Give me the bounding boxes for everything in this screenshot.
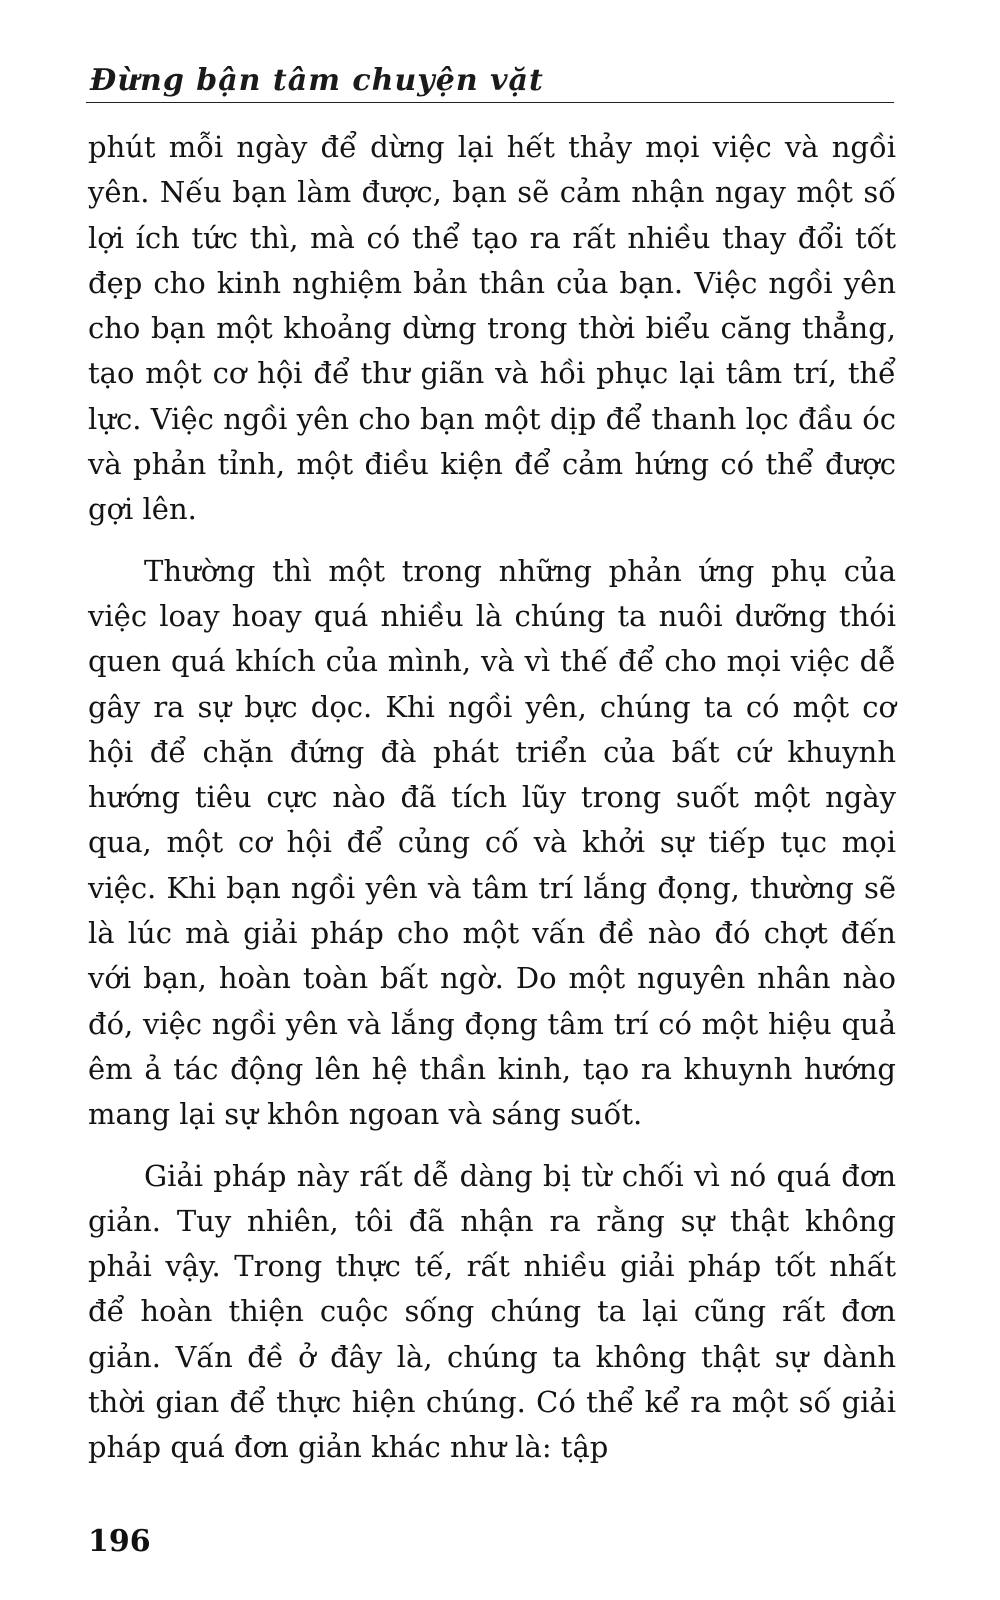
book-title: Đừng bận tâm chuyện vặt <box>90 63 544 98</box>
running-header <box>86 58 894 103</box>
page-number: 196 <box>88 1524 151 1559</box>
paragraph: Giải pháp này rất dễ dàng bị từ chối vì nó quá đơn giản. Tuy nhiên, tôi đã nhận ra rằng sự thật không phải vậy. Trong thực tế, rất nhiều giải pháp tốt nhất để hoàn thiện cuộc sống chúng ta lại cũng rất đơn giản. Vấn đề ở đây là, chúng ta không thật sự dành thời gian để thực hiện chúng. Có thể kể ra một số giải pháp quá đơn giản khác như là: tập <box>88 1158 896 1465</box>
page-body <box>88 125 896 1471</box>
paragraph-continued: phút mỗi ngày để dừng lại hết thảy mọi việc và ngồi yên. Nếu bạn làm được, bạn sẽ cảm nhận ngay một số lợi ích tức thì, mà có thể tạo ra rất nhiều thay đổi tốt đẹp cho kinh nghiệm bản thân của bạn. Việc ngồi yên cho bạn một khoảng dừng trong thời biểu căng thẳng, tạo một cơ hội để thư giãn và hồi phục lại tâm trí, thể lực. Việc ngồi yên cho bạn một dịp để thanh lọc đầu óc và phản tỉnh, một điều kiện để cảm hứng có thể được gợi lên. <box>88 130 896 527</box>
paragraph: Thường thì một trong những phản ứng phụ của việc loay hoay quá nhiều là chúng ta nuôi dưỡng thói quen quá khích của mình, và vì thế để cho mọi việc dễ gây ra sự bực dọc. Khi ngồi yên, chúng ta có một cơ hội để chặn đứng đà phát triển của bất cứ khuynh hướng tiêu cực nào đã tích lũy trong suốt một ngày qua, một cơ hội để củng cố và khởi sự tiếp tục mọi việc. Khi bạn ngồi yên và tâm trí lắng đọng, thường sẽ là lúc mà giải pháp cho một vấn đề nào đó chợt đến với bạn, hoàn toàn bất ngờ. Do một nguyên nhân nào đó, việc ngồi yên và lắng đọng tâm trí có một hiệu quả êm ả tác động lên hệ thần kinh, tạo ra khuynh hướng mang lại sự khôn ngoan và sáng suốt. <box>88 553 896 1132</box>
